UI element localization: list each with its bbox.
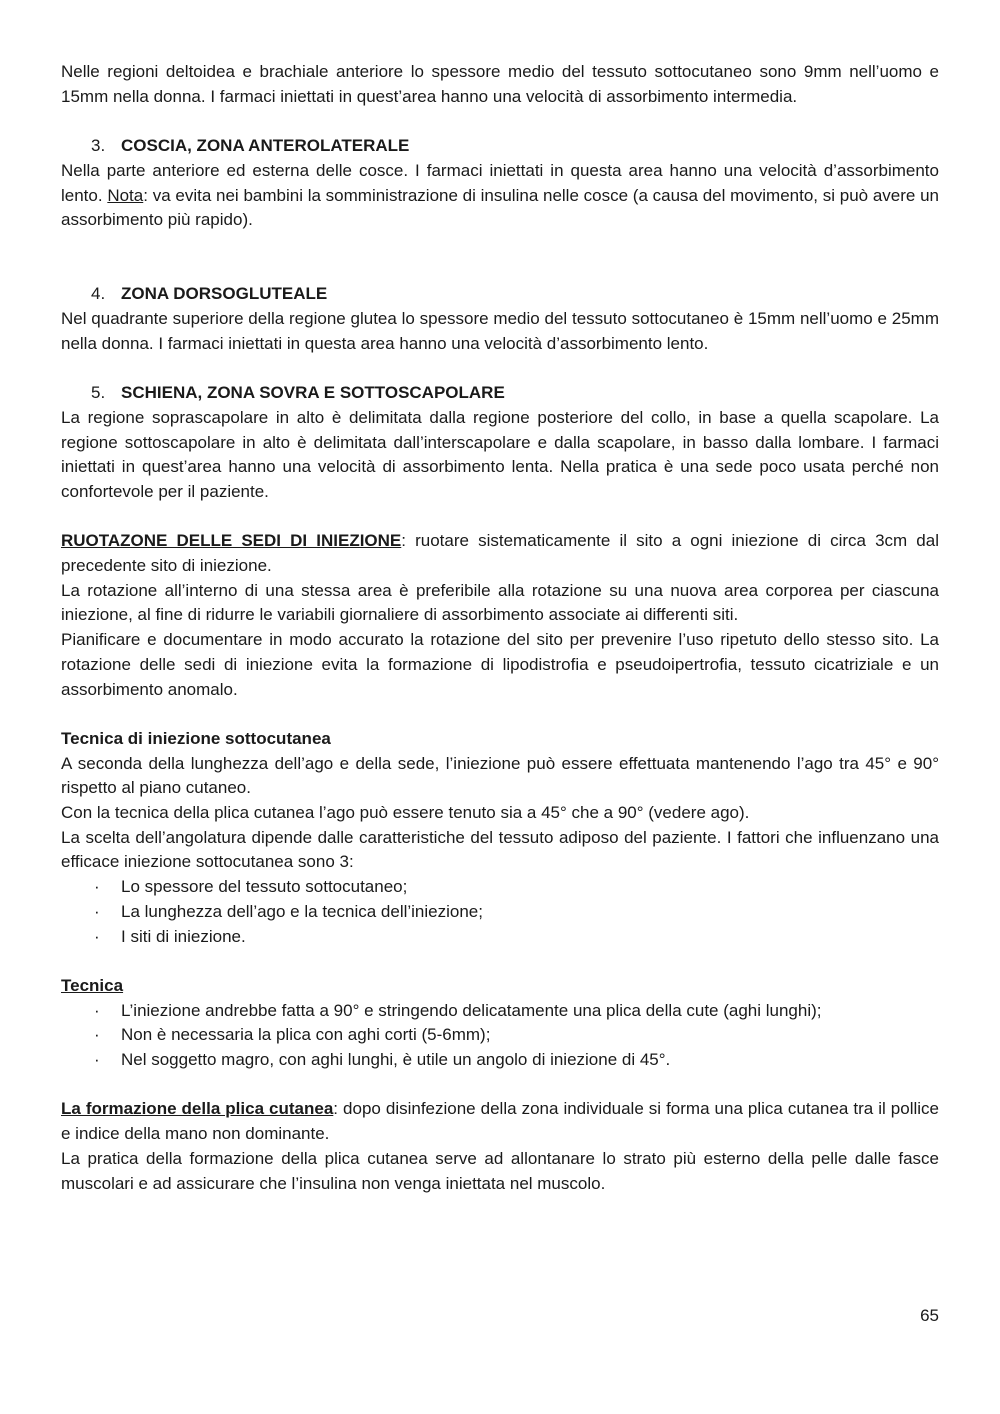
bullet-icon: · [94, 901, 100, 921]
technique-sc-para-1: A seconda della lunghezza dell’ago e della sede, l’iniezione può essere effettuata mantenendo l’ago tra 45° e 90° rispetto al piano cutaneo. [61, 753, 939, 798]
section-5-title: SCHIENA, ZONA SOVRA E SOTTOSCAPOLARE [121, 383, 505, 403]
section-3-text-a: Nella parte anteriore ed esterna delle cosce. I farmaci iniettati in questa area hanno una velocità d’assorbimento lento. [61, 160, 939, 205]
section-4-heading [61, 282, 939, 307]
rotation-text: : ruotare sistematicamente il sito a ogni iniezione di circa 3cm dal precedente sito di iniezione. [61, 531, 939, 575]
section-4-number: 4. [91, 284, 106, 304]
rotation-paragraph [61, 529, 939, 578]
note-label: Nota [107, 185, 144, 205]
page-number: 65 [920, 1306, 939, 1325]
technique-heading: Tecnica [61, 975, 124, 995]
section-3-number: 3. [91, 136, 106, 156]
technique-sc-para-3: La scelta dell’angolatura dipende dalle caratteristiche del tessuto adiposo del paziente. I fattori che influenzano una efficace iniezione sottocutanea sono 3: [61, 827, 939, 872]
rotation-para-3: Pianificare e documentare in modo accurato la rotazione del sito per prevenire l’uso ripetuto dello stesso sito. La rotazione delle sedi di iniezione evita la formazione di lipodistrofia e pseudoipertrofia, tessuto cicatriziale e un assorbimento anomalo. [61, 630, 939, 699]
technique-sc-heading: Tecnica di iniezione sottocutanea [61, 728, 331, 748]
section-3-heading [61, 134, 939, 159]
skinfold-paragraph [61, 1097, 939, 1146]
bullet-icon: · [94, 1000, 100, 1020]
skinfold-heading: La formazione della plica cutanea [61, 1099, 334, 1119]
list-item [61, 1023, 939, 1048]
section-3-text-b: : va evita nei bambini la somministrazione di insulina nelle cosce (a causa del movimento, si può avere un assorbimento più rapido). [61, 185, 939, 230]
factors-list [61, 875, 939, 949]
section-3-title: COSCIA, ZONA ANTEROLATERALE [121, 136, 410, 156]
rotation-para-2: La rotazione all’interno di una stessa area è preferibile alla rotazione su una nuova area corporea per ciascuna iniezione, al fine di ridurre le variabili giornaliere di assorbimento associate ai differenti siti. [61, 580, 939, 625]
list-item [61, 999, 939, 1024]
section-4-text: Nel quadrante superiore della regione glutea lo spessore medio del tessuto sottocutaneo è 15mm nell’uomo e 25mm nella donna. I farmaci iniettati in questa area hanno una velocità d’assorbimento lento. [61, 309, 939, 353]
section-5-heading [61, 381, 939, 406]
list-item-text: Non è necessaria la plica con aghi corti (5-6mm); [121, 1025, 491, 1045]
bullet-icon: · [94, 926, 100, 946]
technique-sc-para-2: Con la tecnica della plica cutanea l’ago può essere tenuto sia a 45° che a 90° (vedere ago). [61, 803, 750, 823]
list-item-text: Lo spessore del tessuto sottocutaneo; [121, 877, 408, 897]
list-item-text: L’iniezione andrebbe fatta a 90° e stringendo delicatamente una plica della cute (aghi lunghi); [121, 1000, 822, 1020]
section-4-title: ZONA DORSOGLUTEALE [121, 284, 328, 304]
skinfold-para-2: La pratica della formazione della plica cutanea serve ad allontanare lo strato più esterno della pelle dalle fasce muscolari e ad assicurare che l’insulina non venga iniettata nel muscolo. [61, 1148, 939, 1193]
section-3-text [61, 159, 939, 233]
list-item [61, 875, 939, 900]
section-5-text: La regione soprascapolare in alto è delimitata dalla regione posteriore del collo, in base a quella scapolare. La regione sottoscapolare in alto è delimitata dall’interscapolare e dalla scapolare, in basso dalla lombare. I farmaci iniettati in quest’area hanno una velocità di assorbimento lenta. Nella pratica è una sede poco usata perché non confortevole per il paziente. [61, 407, 939, 501]
list-item [61, 1048, 939, 1073]
list-item-text: Nel soggetto magro, con aghi lunghi, è utile un angolo di iniezione di 45°. [121, 1050, 671, 1070]
list-item [61, 900, 939, 925]
list-item-text: I siti di iniezione. [121, 926, 246, 946]
intro-paragraph: Nelle regioni deltoidea e brachiale anteriore lo spessore medio del tessuto sottocutaneo sono 9mm nell’uomo e 15mm nella donna. I farmaci iniettati in quest’area hanno una velocità di assorbimento intermedia. [61, 62, 939, 106]
bullet-icon: · [94, 1025, 100, 1045]
list-item [61, 925, 939, 950]
list-item-text: La lunghezza dell’ago e la tecnica dell’iniezione; [121, 901, 483, 921]
bullet-icon: · [94, 1050, 100, 1070]
section-5-number: 5. [91, 383, 106, 403]
technique-list [61, 999, 939, 1073]
skinfold-text: : dopo disinfezione della zona individuale si forma una plica cutanea tra il pollice e indice della mano non dominante. [61, 1099, 940, 1144]
bullet-icon: · [94, 877, 100, 897]
rotation-heading: RUOTAZONE DELLE SEDI DI INIEZIONE [61, 531, 402, 551]
document-page [61, 60, 939, 1196]
